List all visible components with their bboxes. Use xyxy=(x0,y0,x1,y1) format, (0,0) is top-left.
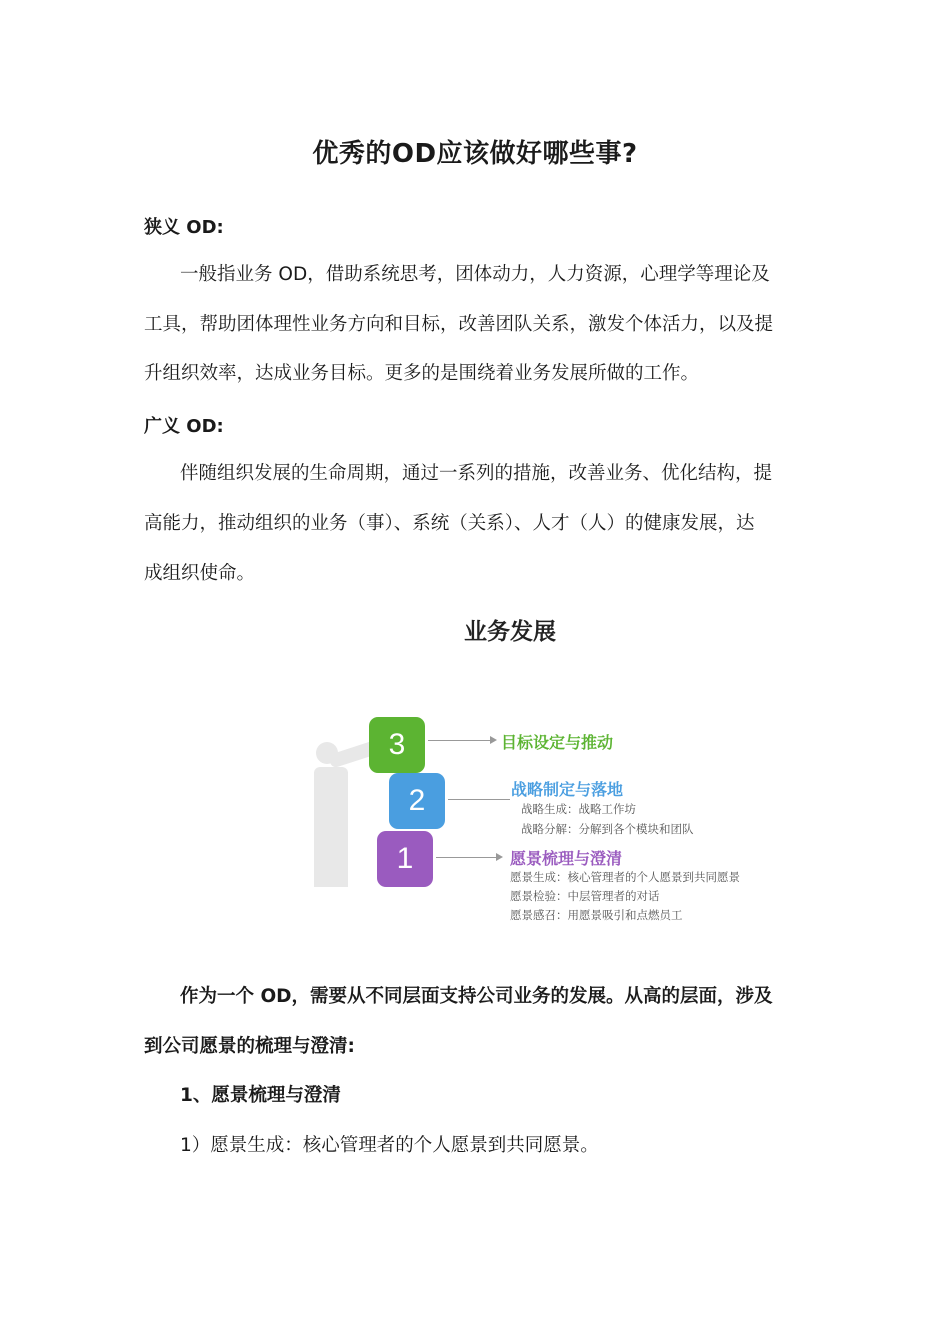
intro-line-1: 作为一个 OD，需要从不同层面支持公司业务的发展。从高的层面，涉及 xyxy=(180,986,773,1007)
arrow-3-head xyxy=(490,736,497,744)
arrow-1-head xyxy=(496,853,503,861)
diagram-title: 业务发展 xyxy=(464,619,556,645)
block-1: 1 xyxy=(377,831,433,887)
broad-od-heading: 广义 OD: xyxy=(144,416,224,437)
page-title: 优秀的OD应该做好哪些事? xyxy=(312,139,638,169)
block-3: 3 xyxy=(369,717,425,773)
person-figure-body xyxy=(314,767,348,887)
vision-item-1: 1）愿景生成：核心管理者的个人愿景到共同愿景。 xyxy=(180,1135,599,1156)
narrow-od-line-2: 工具，帮助团体理性业务方向和目标，改善团队关系，激发个体活力，以及提 xyxy=(144,314,774,335)
level-1-item-3: 愿景感召：用愿景吸引和点燃员工 xyxy=(510,908,683,922)
level-2-heading: 战略制定与落地 xyxy=(511,780,624,799)
narrow-od-line-3: 升组织效率，达成业务目标。更多的是围绕着业务发展所做的工作。 xyxy=(144,363,700,384)
level-1-item-1: 愿景生成：核心管理者的个人愿景到共同愿景 xyxy=(510,870,740,884)
narrow-od-line-1: 一般指业务 OD，借助系统思考，团体动力，人力资源，心理学等理论及 xyxy=(180,264,770,285)
arrow-1-line xyxy=(436,857,496,858)
business-development-diagram xyxy=(300,605,780,940)
broad-od-line-3: 成组织使命。 xyxy=(144,563,256,584)
level-1-item-2: 愿景检验：中层管理者的对话 xyxy=(510,889,660,903)
level-3-heading: 目标设定与推动 xyxy=(501,733,614,752)
narrow-od-heading: 狭义 OD: xyxy=(144,217,224,238)
intro-line-2: 到公司愿景的梳理与澄清: xyxy=(144,1036,355,1057)
broad-od-line-2: 高能力，推动组织的业务（事）、系统（关系）、人才（人）的健康发展，达 xyxy=(144,513,755,534)
vision-subheading: 1、愿景梳理与澄清 xyxy=(180,1085,341,1106)
block-2: 2 xyxy=(389,773,445,829)
level-2-item-2: 战略分解：分解到各个模块和团队 xyxy=(521,822,694,836)
level-2-item-1: 战略生成：战略工作坊 xyxy=(521,802,636,816)
arrow-2-line xyxy=(448,799,510,800)
broad-od-line-1: 伴随组织发展的生命周期，通过一系列的措施，改善业务、优化结构，提 xyxy=(180,463,773,484)
arrow-3-line xyxy=(428,740,490,741)
level-1-heading: 愿景梳理与澄清 xyxy=(510,849,623,868)
